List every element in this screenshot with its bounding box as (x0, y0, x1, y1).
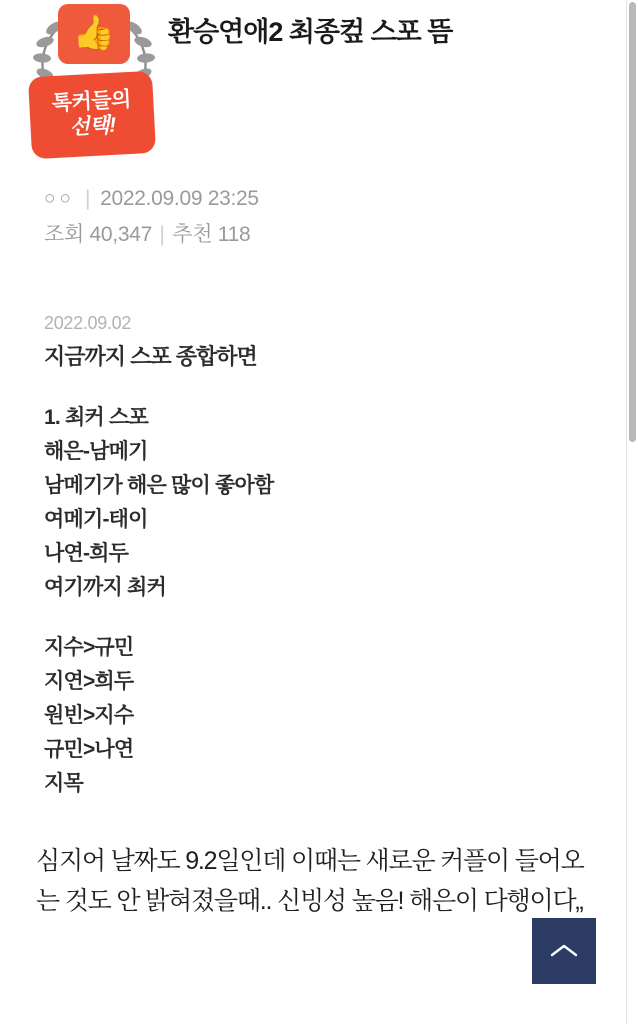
likes-count: 118 (217, 222, 251, 246)
vertical-scrollbar[interactable] (626, 0, 638, 1024)
scroll-to-top-button[interactable] (532, 918, 596, 984)
meta-separator-2: | (159, 222, 165, 246)
talker-choice-label (28, 71, 156, 159)
spoiler-line: 1. 최커 스포 (44, 406, 148, 430)
spoiler-line: 남메기가 해은 많이 좋아함 (44, 474, 274, 498)
spoiler-line: 지수>규민 (44, 636, 134, 660)
post-content (0, 251, 638, 801)
spoiler-line: 여기까지 최커 (44, 576, 166, 600)
chevron-up-icon (549, 942, 579, 960)
anonymous-eyes-icon: ○○ (44, 187, 75, 209)
post-datetime: 2022.09.09 23:25 (100, 187, 259, 210)
post-meta (0, 172, 638, 251)
spoiler-line: 원빈>지수 (44, 704, 134, 728)
page-title: 환승연애2 최종컾 스포 뜸 (168, 17, 453, 47)
talker-choice-line2: 선택! (68, 113, 117, 140)
content-spacer (44, 605, 594, 631)
spoiler-line: 여메기-태이 (44, 508, 148, 532)
meta-separator-1: | (84, 187, 91, 210)
thumbs-up-icon: 👍 (72, 14, 116, 52)
spoiler-group-2 (44, 631, 594, 801)
post-header (0, 0, 638, 172)
views-label: 조회 (44, 222, 84, 246)
spoiler-line: 지목 (44, 772, 83, 796)
spoiler-group-1 (44, 401, 594, 605)
spoiler-line: 나연-희두 (44, 542, 129, 566)
post-closing-paragraph: 심지어 날짜도 9.2일인데 이때는 새로운 커플이 들어오는 것도 안 밝혀졌을때.. 신빙성 높음! 해은이 다행이다„ (36, 847, 584, 916)
spoiler-line: 규민>나연 (44, 738, 134, 762)
thumbs-up-badge (58, 4, 130, 64)
likes-label: 추천 (172, 222, 213, 246)
quoted-post-date: 2022.09.02 (44, 313, 132, 334)
talker-choice-line1: 톡커들의 (51, 88, 132, 116)
views-count: 40,347 (89, 222, 152, 246)
quoted-post-lead: 지금까지 스포 종합하면 (44, 344, 257, 370)
scrollbar-thumb[interactable] (629, 2, 636, 442)
spoiler-line: 지연>희두 (44, 670, 134, 694)
talker-choice-badge (18, 0, 168, 172)
spoiler-line: 해은-남메기 (44, 440, 148, 464)
